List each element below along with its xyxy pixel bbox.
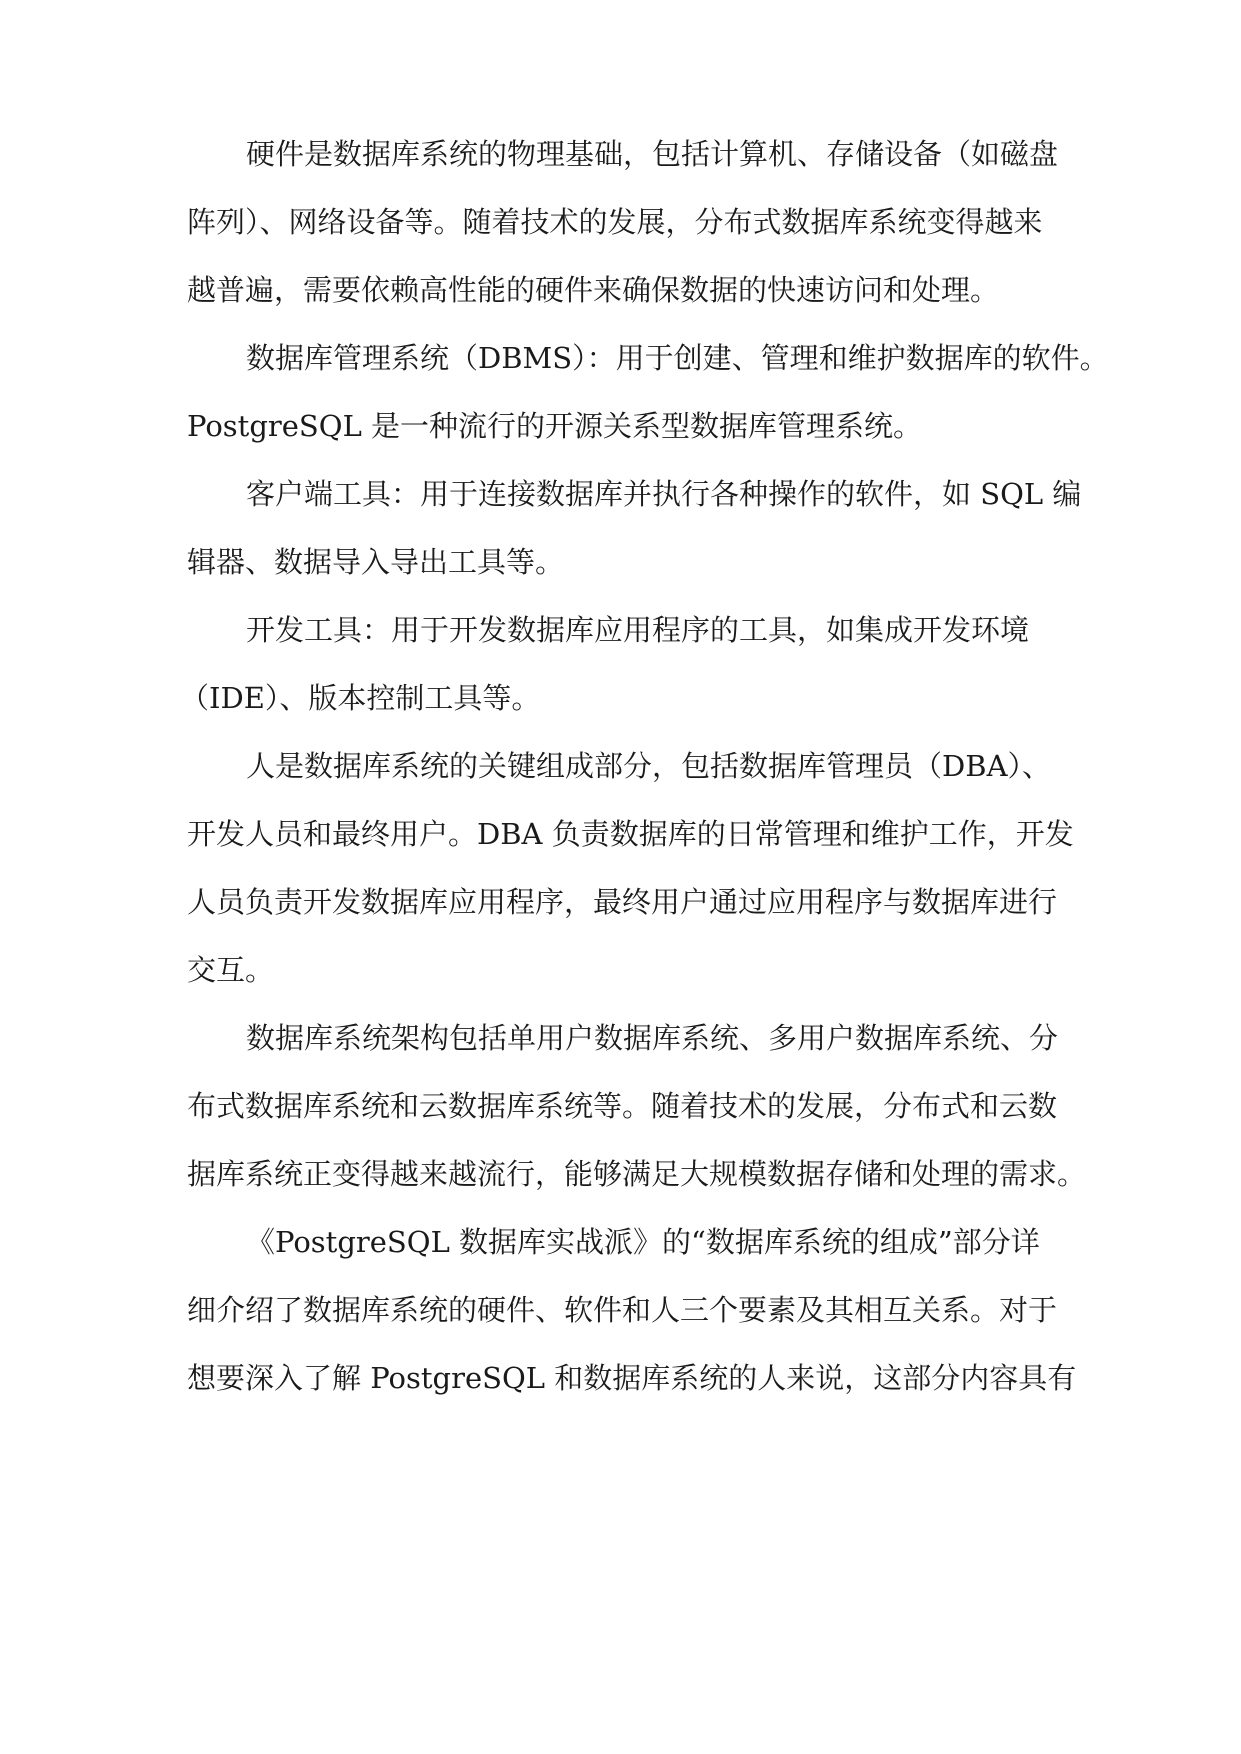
paragraph-3-line-1: 客户端工具：用于连接数据库并执行各种操作的软件，如 SQL 编 (246, 477, 1082, 511)
paragraph-4-line-2: （IDE）、版本控制工具等。 (180, 681, 541, 715)
paragraph-7-line-2: 细介绍了数据库系统的硬件、软件和人三个要素及其相互关系。对于 (187, 1293, 1058, 1327)
paragraph-1-line-1: 硬件是数据库系统的物理基础，包括计算机、存储设备（如磁盘 (246, 137, 1059, 171)
paragraph-5-line-4: 交互。 (187, 953, 275, 987)
paragraph-5-line-2: 开发人员和最终用户。DBA 负责数据库的日常管理和维护工作，开发 (187, 817, 1074, 851)
paragraph-5-line-3: 人员负责开发数据库应用程序，最终用户通过应用程序与数据库进行 (187, 885, 1058, 919)
paragraph-4-line-1: 开发工具：用于开发数据库应用程序的工具，如集成开发环境 (246, 613, 1030, 647)
paragraph-5-line-1: 人是数据库系统的关键组成部分，包括数据库管理员（DBA）、 (246, 749, 1052, 783)
paragraph-3-line-2: 辑器、数据导入导出工具等。 (187, 545, 565, 579)
paragraph-2-line-2: PostgreSQL 是一种流行的开源关系型数据库管理系统。 (187, 409, 923, 443)
paragraph-6-line-2: 布式数据库系统和云数据库系统等。随着技术的发展，分布式和云数 (187, 1089, 1058, 1123)
paragraph-1-line-3: 越普遍，需要依赖高性能的硬件来确保数据的快速访问和处理。 (187, 273, 1000, 307)
paragraph-1-line-2: 阵列）、网络设备等。随着技术的发展，分布式数据库系统变得越来 (187, 205, 1043, 239)
paragraph-6-line-3: 据库系统正变得越来越流行，能够满足大规模数据存储和处理的需求。 (187, 1157, 1087, 1191)
paragraph-2-line-1: 数据库管理系统（DBMS）：用于创建、管理和维护数据库的软件。 (246, 341, 1109, 375)
paragraph-7-line-1: 《PostgreSQL 数据库实战派》的“数据库系统的组成”部分详 (246, 1225, 1040, 1259)
paragraph-7-line-3: 想要深入了解 PostgreSQL 和数据库系统的人来说，这部分内容具有 (187, 1361, 1077, 1395)
paragraph-6-line-1: 数据库系统架构包括单用户数据库系统、多用户数据库系统、分 (246, 1021, 1059, 1055)
